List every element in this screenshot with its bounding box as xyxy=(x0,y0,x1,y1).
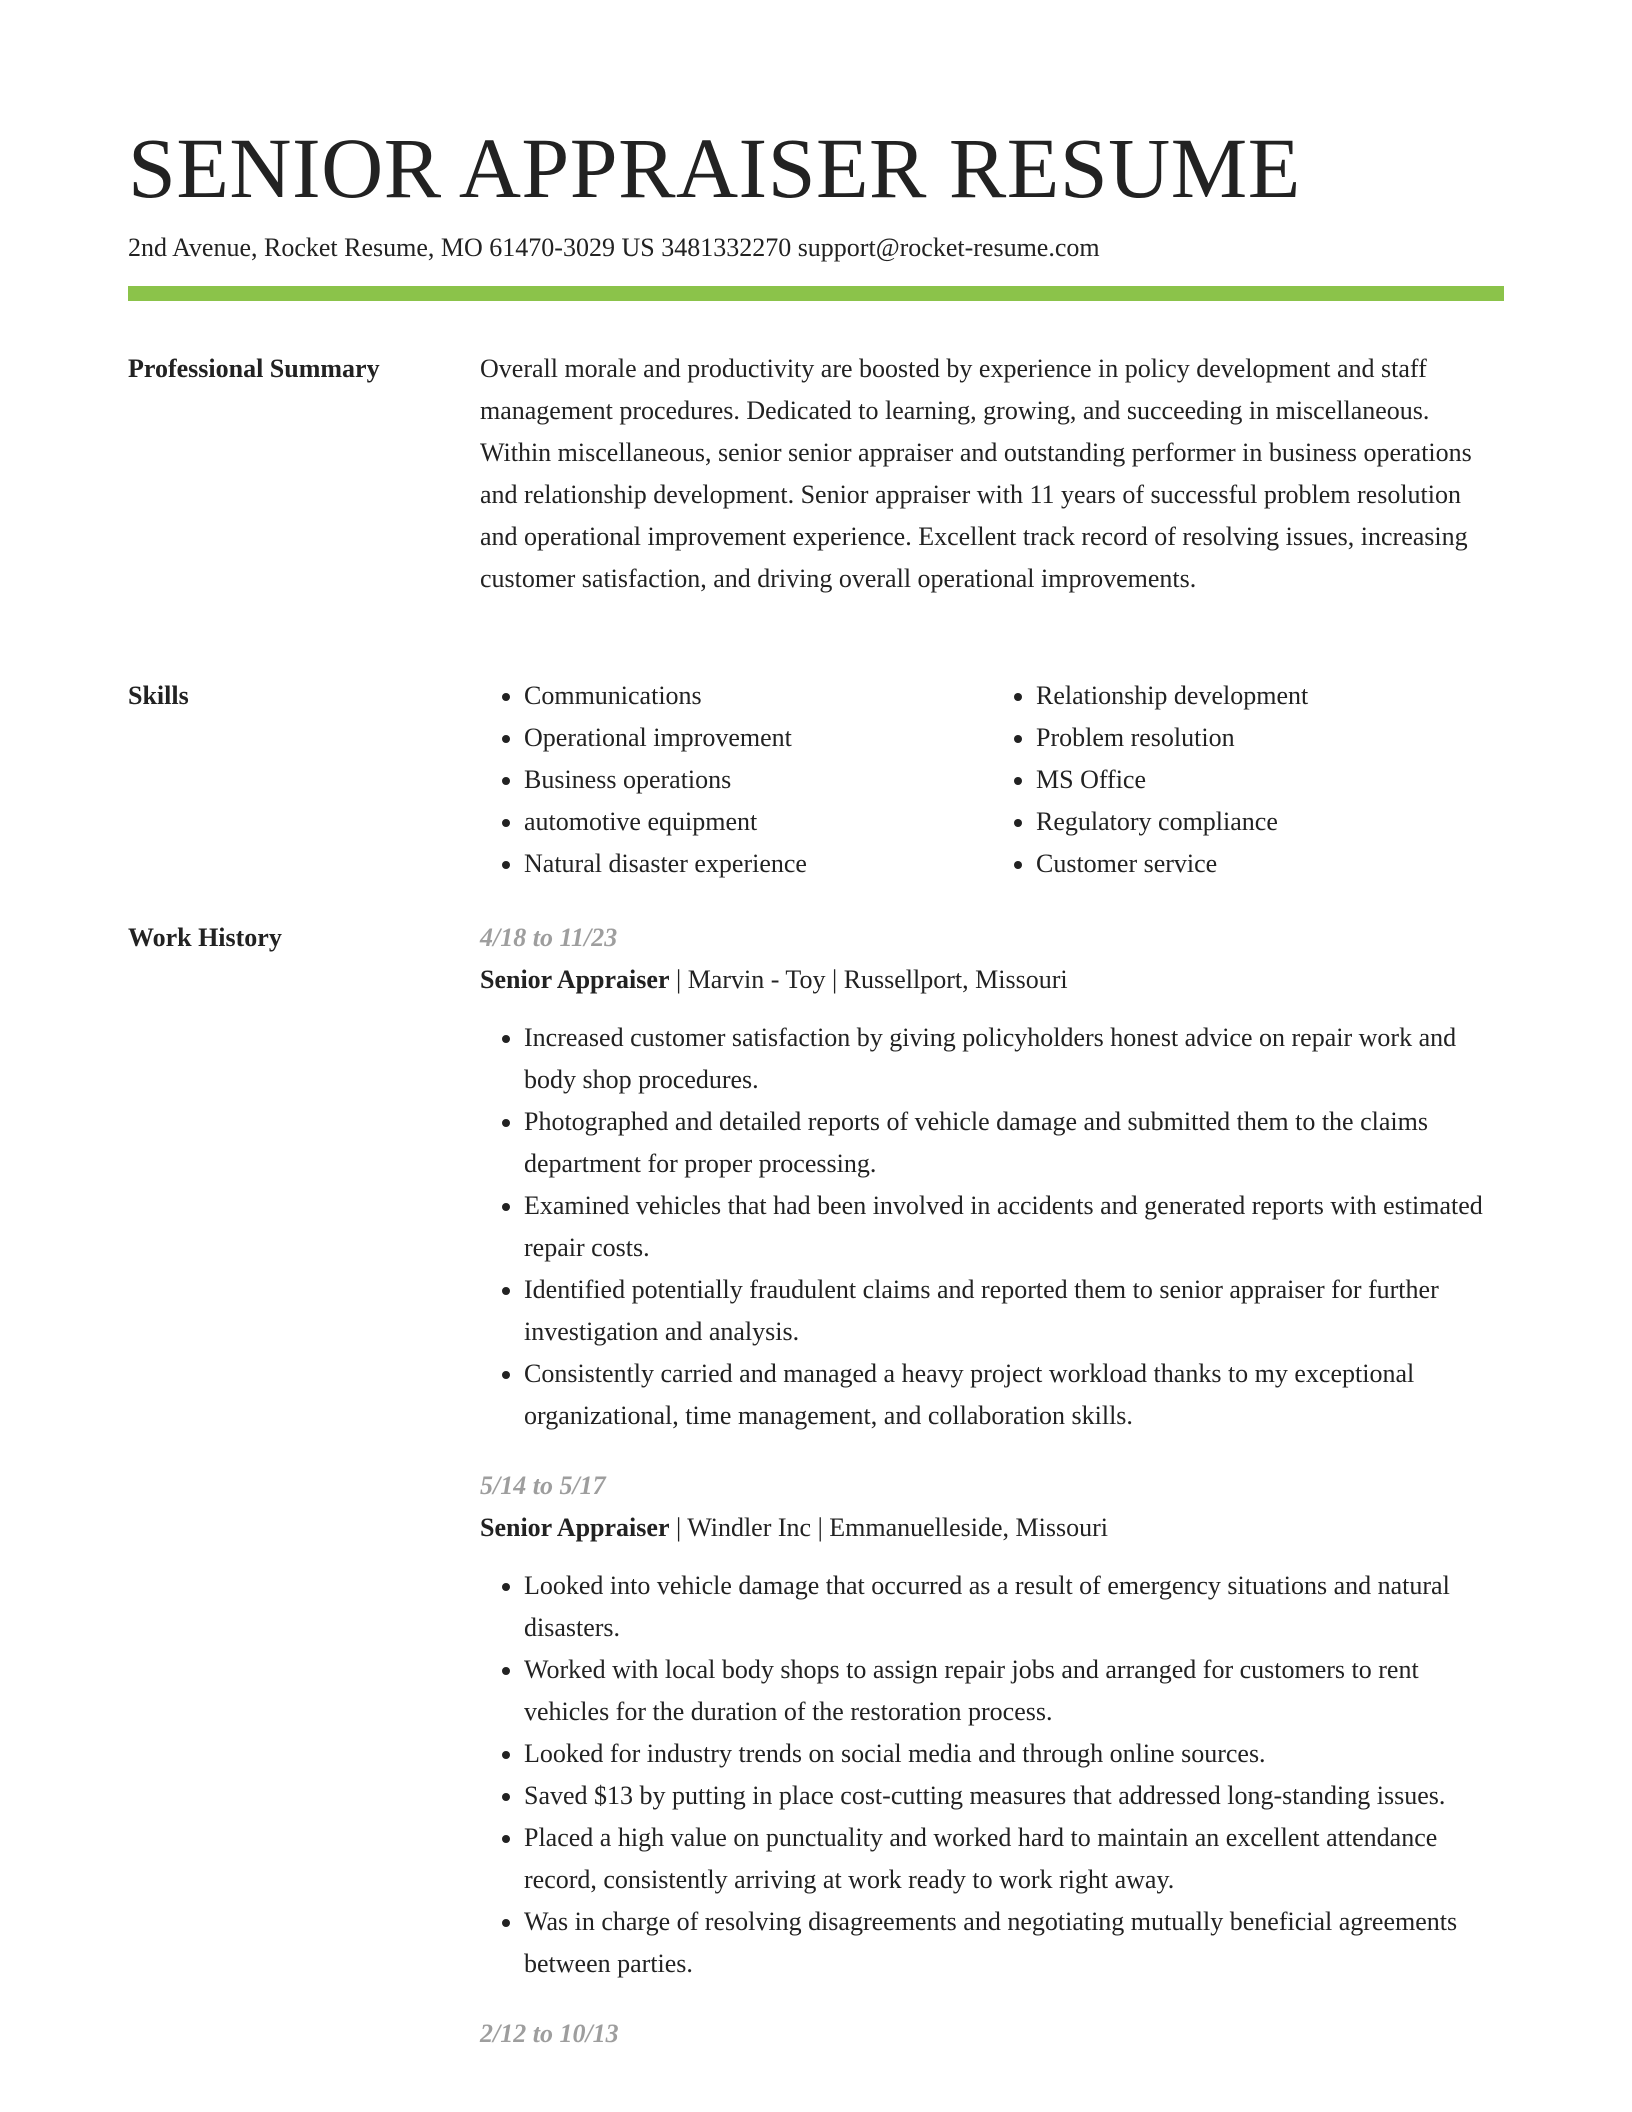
skill-item: • Communications xyxy=(524,675,992,717)
skill-item: • Relationship development xyxy=(1036,675,1504,717)
job-entry xyxy=(480,917,1504,1437)
job-bullet: • Placed a high value on punctuality and worked hard to maintain an excellent attendance record, consistently arriving at work ready to work right away. xyxy=(524,1817,1504,1901)
job-heading xyxy=(480,1507,1504,1549)
job-bullet: • Saved $13 by putting in place cost-cutting measures that addressed long-standing issues. xyxy=(524,1775,1504,1817)
job-bullet: • Identified potentially fraudulent claims and reported them to senior appraiser for further investigation and analysis. xyxy=(524,1269,1504,1353)
job-bullets xyxy=(480,1017,1504,1437)
job-bullets xyxy=(480,1565,1504,1985)
skill-item: • Business operations xyxy=(524,759,992,801)
skills-list-right xyxy=(992,675,1504,885)
job-bullet: • Worked with local body shops to assign repair jobs and arranged for customers to rent vehicles for the duration of the restoration process. xyxy=(524,1649,1504,1733)
skill-item: • Customer service xyxy=(1036,843,1504,885)
skill-item: • Problem resolution xyxy=(1036,717,1504,759)
work-history-body xyxy=(480,917,1504,2073)
job-bullet: • Looked into vehicle damage that occurred as a result of emergency situations and natural disasters. xyxy=(524,1565,1504,1649)
skill-item: • Natural disaster experience xyxy=(524,843,992,885)
skill-item: • MS Office xyxy=(1036,759,1504,801)
job-details: | Marvin - Toy | Russellport, Missouri xyxy=(669,965,1068,994)
resume-title: SENIOR APPRAISER RESUME xyxy=(128,120,1301,216)
job-dates: 5/14 to 5/17 xyxy=(480,1471,606,1500)
job-bullet: • Photographed and detailed reports of vehicle damage and submitted them to the claims department for proper processing. xyxy=(524,1101,1504,1185)
job-bullet: • Increased customer satisfaction by giving policyholders honest advice on repair work and body shop procedures. xyxy=(524,1017,1504,1101)
skills-label: Skills xyxy=(128,681,189,710)
skills-columns xyxy=(480,675,1504,885)
skill-item: • Operational improvement xyxy=(524,717,992,759)
summary-text: Overall morale and productivity are boosted by experience in policy development and staff management procedures. Dedicated to learning, growing, and succeeding in miscellaneous. Within miscellaneous, senior senior appraiser and outstanding performer in business operations and relationship development. Senior appraiser with 11 years of successful problem resolution and operational improvement experience. Excellent track record of resolving issues, increasing customer satisfaction, and driving overall operational improvements. xyxy=(480,354,1472,593)
job-bullet: • Consistently carried and managed a heavy project workload thanks to my exceptional organizational, time management, and collaboration skills. xyxy=(524,1353,1504,1437)
job-title: Senior Appraiser xyxy=(480,1513,670,1542)
work-history-label: Work History xyxy=(128,923,282,952)
summary-label: Professional Summary xyxy=(128,354,380,383)
job-bullet: • Examined vehicles that had been involved in accidents and generated reports with estimated repair costs. xyxy=(524,1185,1504,1269)
job-heading xyxy=(480,959,1504,1001)
job-title: Senior Appraiser xyxy=(480,965,670,994)
skill-item: • Regulatory compliance xyxy=(1036,801,1504,843)
job-dates: 2/12 to 10/13 xyxy=(480,2019,619,2048)
skills-body xyxy=(480,675,1504,885)
skills-list-left xyxy=(480,675,992,885)
job-bullet: • Was in charge of resolving disagreements and negotiating mutually beneficial agreements between parties. xyxy=(524,1901,1504,1985)
job-details: | Windler Inc | Emmanuelleside, Missouri xyxy=(669,1513,1109,1542)
contact-line: 2nd Avenue, Rocket Resume, MO 61470-3029 US 3481332270 support@rocket-resume.com xyxy=(128,233,1100,262)
summary-body xyxy=(480,348,1504,600)
job-entry xyxy=(480,2013,1504,2055)
job-dates: 4/18 to 11/23 xyxy=(480,923,618,952)
skill-item: • automotive equipment xyxy=(524,801,992,843)
job-entry xyxy=(480,1465,1504,1985)
job-bullet: • Looked for industry trends on social media and through online sources. xyxy=(524,1733,1504,1775)
header-divider xyxy=(128,286,1504,301)
